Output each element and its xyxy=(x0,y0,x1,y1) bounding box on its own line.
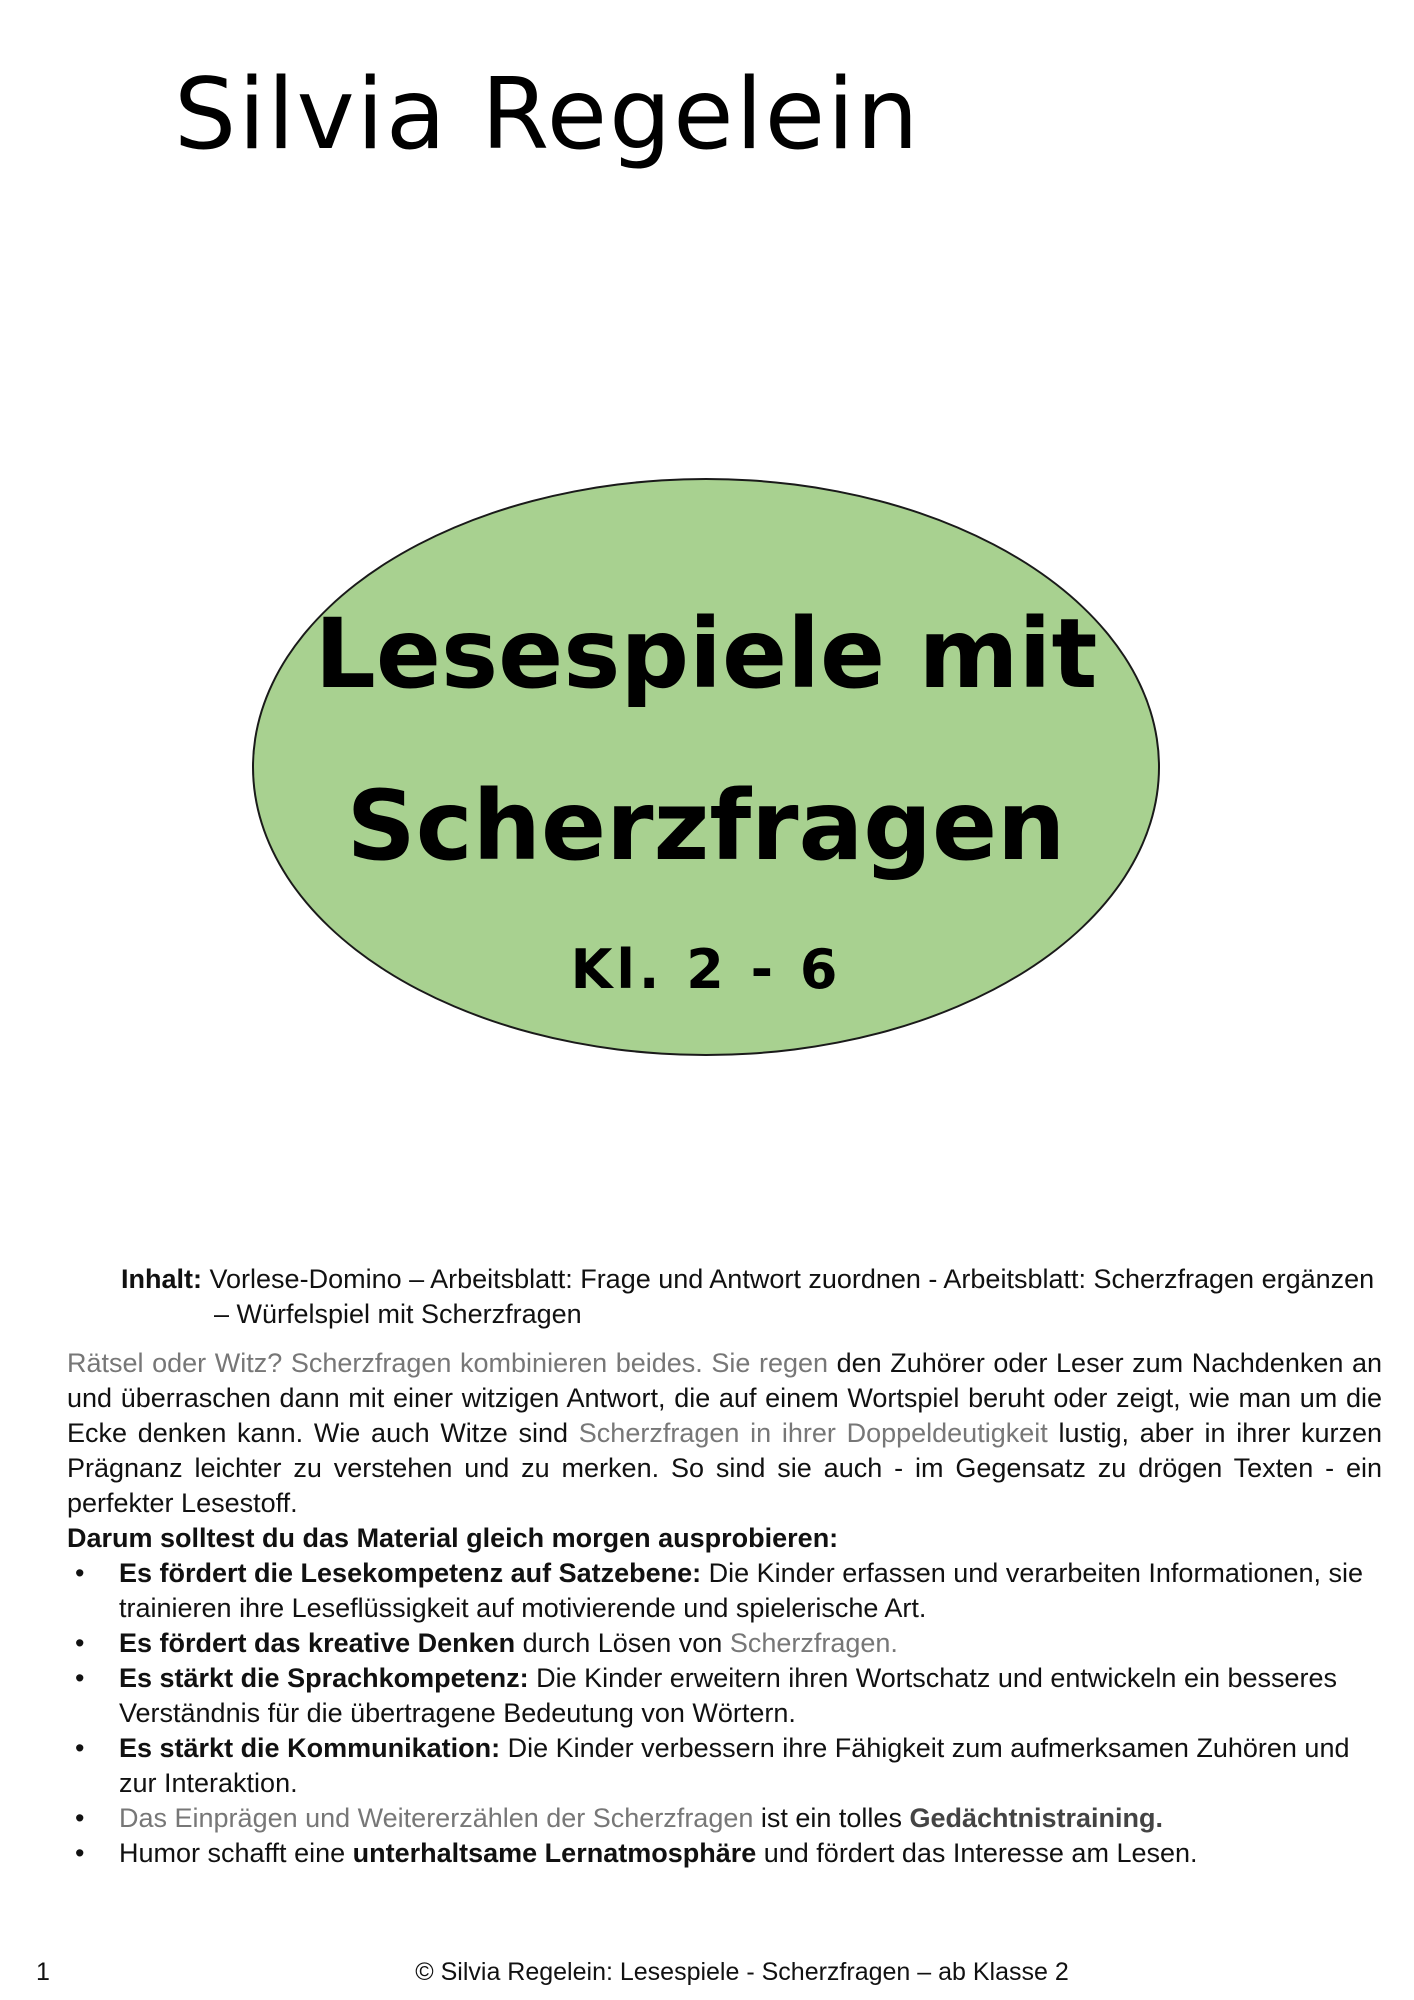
contents-summary xyxy=(121,1262,1382,1332)
bullet-icon: • xyxy=(75,1663,85,1693)
list-item-text: Die Kinder verbessern ihre Fähigkeit zum aufmerksamen Zuhören und zur Interaktion. xyxy=(119,1733,1350,1798)
intro-text-1: Rätsel oder Witz? Scherzfragen kombinieren beides. Sie regen xyxy=(67,1348,829,1378)
list-item-text: ist ein tolles xyxy=(753,1803,910,1833)
list-item-grey: Das Einprägen und Weitererzählen der Scherzfragen xyxy=(119,1803,754,1833)
list-item-bold: Es stärkt die Sprachkompetenz: xyxy=(119,1663,529,1693)
intro-paragraph xyxy=(67,1346,1382,1521)
list-item-bold: Es stärkt die Kommunikation: xyxy=(119,1733,501,1763)
list-item-pre: Humor schafft eine xyxy=(119,1838,353,1868)
title-line-2: Scherzfragen xyxy=(346,770,1066,882)
title-line-1: Lesespiele mit xyxy=(314,598,1098,710)
page-number: 1 xyxy=(36,1958,50,1986)
list-item-bold: Es fördert das kreative Denken xyxy=(119,1628,516,1658)
author-name: Silvia Regelein xyxy=(174,58,921,172)
list-item-bold: Gedächtnistraining. xyxy=(909,1803,1163,1833)
list-item-text: durch Lösen von xyxy=(515,1628,730,1658)
list-item xyxy=(67,1801,1382,1836)
contents-text: Vorlese-Domino – Arbeitsblatt: Frage und Antwort zuordnen - Arbeitsblatt: Scherzfragen ergänzen – Würfelspiel mit Scherzfragen xyxy=(209,1264,1375,1329)
bullet-icon: • xyxy=(75,1628,85,1658)
list-item xyxy=(67,1661,1382,1731)
list-item-text: Die Kinder erfassen und verarbeiten Informationen, sie trainieren ihre Leseflüssigkeit auf motivierende und spielerische Art. xyxy=(119,1558,1364,1623)
list-item-bold: unterhaltsame Lernatmosphäre xyxy=(352,1838,757,1868)
grade-range: Kl. 2 - 6 xyxy=(570,938,842,1001)
list-item xyxy=(67,1626,1382,1661)
list-item-grey: Scherzfragen. xyxy=(729,1628,898,1658)
bullet-icon: • xyxy=(75,1733,85,1763)
benefits-list xyxy=(67,1556,1382,1871)
bullet-icon: • xyxy=(75,1838,85,1868)
contents-label: Inhalt: xyxy=(121,1264,202,1294)
footer-copyright: © Silvia Regelein: Lesespiele - Scherzfragen – ab Klasse 2 xyxy=(415,1958,1069,1986)
list-item xyxy=(67,1731,1382,1801)
description-block xyxy=(67,1262,1382,1871)
list-item-text: Die Kinder erweitern ihren Wortschatz und entwickeln ein besseres Verständnis für die übertragene Bedeutung von Wörtern. xyxy=(119,1663,1338,1728)
bullet-icon: • xyxy=(75,1803,85,1833)
intro-text-2: den Zuhörer oder Leser zum Nachdenken an und überraschen dann mit einer witzigen Antwort, die auf einem Wortspiel beruht oder zeigt, wie man um die Ecke denken kann. Wie auch Witze sind xyxy=(67,1348,1383,1448)
bullet-icon: • xyxy=(75,1558,85,1588)
list-item-bold: Es fördert die Lesekompetenz auf Satzebene: xyxy=(119,1558,702,1588)
list-item xyxy=(67,1556,1382,1626)
list-item xyxy=(67,1836,1382,1871)
intro-text-3: Scherzfragen in ihrer Doppeldeutigkeit xyxy=(578,1418,1048,1448)
list-item-text: und fördert das Interesse am Lesen. xyxy=(756,1838,1198,1868)
call-to-action: Darum solltest du das Material gleich morgen ausprobieren: xyxy=(67,1523,839,1553)
intro-text-4: lustig, aber in ihrer kurzen Prägnanz leichter zu verstehen und zu merken. So sind sie auch - im Gegensatz zu drögen Texten - ein perfekter Lesestoff. xyxy=(67,1418,1382,1518)
